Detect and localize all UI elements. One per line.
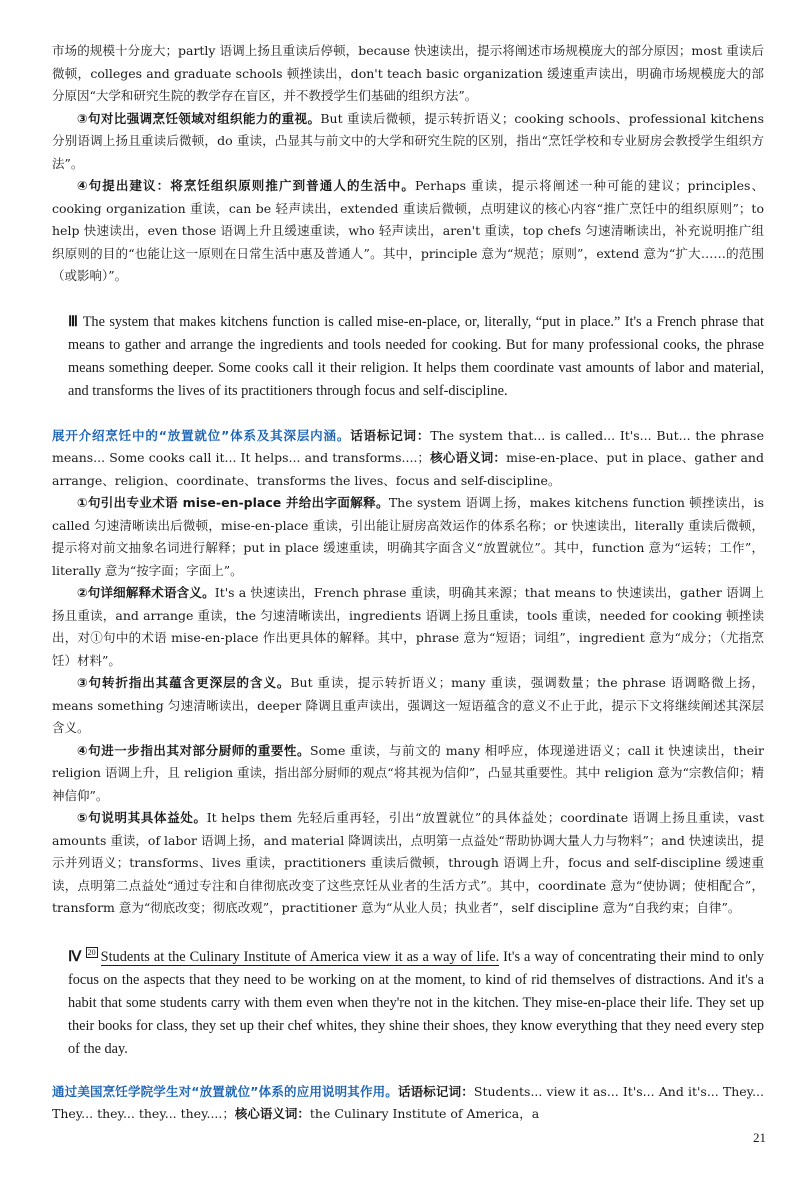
a3-body: But 重读，提示转折语义；many 重读，强调数量；the phrase 语调略微上扬，means something 匀速清晰读出，deeper 降调且重声读出，强调这一短语蕴含的意义不止于此，提示下文将继续阐述其深层含义。 bbox=[52, 675, 764, 735]
point4-heading: ④句提出建议：将烹饪组织原则推广到普通人的生活中。 bbox=[77, 178, 415, 193]
passage-4-underlined-sentence: Students at the Culinary Institute of America view it as a way of life. bbox=[100, 948, 500, 965]
analysis-4-core-label: 核心语义词： bbox=[234, 1106, 310, 1121]
analysis-3-markers-label: 话语标记词： bbox=[350, 427, 431, 443]
a2-heading: ②句详细解释术语含义。 bbox=[77, 585, 215, 600]
top-paragraph: 市场的规模十分庞大；partly 语调上扬且重读后停顿，because 快速读出，提示将阐述市场规模庞大的部分原因；most 重读后微顿，colleges and graduate schools 顿挫读出，don't teach basic organization 缓速重声读出，明确市场规模庞大的部分原因“大学和研究生院的教学存在盲区，并不教授学生们基础的组织方法”。 bbox=[52, 43, 764, 103]
analysis-3-core-label: 核心语义词： bbox=[429, 450, 507, 465]
a4-heading: ④句进一步指出其对部分厨师的重要性。 bbox=[77, 742, 311, 758]
analysis-3-point-3 bbox=[52, 672, 764, 740]
analysis-3-core: mise-en-place、put in place、gather and arrange、religion、coordinate、transforms the lives、focus and self-discipline。 bbox=[52, 450, 764, 488]
a4-body: Some 重读，与前文的 many 相呼应，体现递进语义；call it 快速读出，their religion 语调上升，且 religion 重读，指出部分厨师的观点“将其视为信仰”，凸显其重要性。其中 religion 意为“宗教信仰；精神信仰”。 bbox=[52, 742, 764, 803]
analysis-4-lead: 通过美国烹饪学院学生对“放置就位”体系的应用说明其作用。 bbox=[52, 1083, 398, 1099]
passage-4-numeral: Ⅳ bbox=[68, 948, 82, 965]
analysis-3-point-4 bbox=[52, 740, 764, 808]
a2-body: It's a 快速读出，French phrase 重读，明确其来源；that means to 快速读出，gather 语调上扬且重读，and arrange 重读，the 匀速清晰读出，ingredients 语调上扬且重读，tools 重读，needed for cooking 顿挫读出，对①句中的术语 mise-en-place 作出更具体的解释。其中，phrase 意为“短语；词组”，ingredient 意为“成分；（尤指烹饪）材料”。 bbox=[52, 585, 764, 668]
point4-paragraph bbox=[52, 175, 764, 288]
point4-body: Perhaps 重读，提示将阐述一种可能的建议；principles、cooking organization 重读，can be 轻声读出，extended 重读后微顿，点明建议的核心内容“推广烹饪中的组织原则”；to help 快速读出，even those 语调上升且缓速重读，who 轻声读出，aren't 重读，top chefs 匀速清晰读出，补充说明推广组织原则的目的“也能让这一原则在日常生活中惠及普通人”。其中，principle 意为“规范；原则”，extend 意为“扩大……的范围（或影响）”。 bbox=[52, 178, 764, 283]
analysis-4-markers: Students... view it as... It's... And it's... They... They... they... they... they....； bbox=[52, 1083, 764, 1121]
a1-body: The system 语调上扬，makes kitchens function 顿挫读出，is called 匀速清晰读出后微顿，mise-en-place 重读，引出能让厨房高效运作的体系名称；or 快速读出，literally 重读后微顿，提示将对前文抽象名词进行解释；put in place 缓速重读，明确其字面含义“放置就位”。其中，function 意为“运转；工作”，literally 意为“按字面；字面上”。 bbox=[52, 495, 764, 578]
analysis-3-lead: 展开介绍烹饪中的“放置就位”体系及其深层内涵。 bbox=[52, 427, 351, 443]
passage-4 bbox=[68, 946, 764, 1061]
analysis-3-point-1 bbox=[52, 492, 764, 582]
analysis-3-point-5 bbox=[52, 807, 764, 920]
passage-3-numeral: Ⅲ bbox=[68, 313, 79, 330]
page-number: 21 bbox=[753, 1130, 766, 1145]
note-number-badge: 20 bbox=[87, 947, 96, 957]
page-body bbox=[52, 40, 764, 1126]
analysis-4-markers-label: 话语标记词： bbox=[397, 1083, 474, 1099]
a5-heading: ⑤句说明其具体益处。 bbox=[77, 810, 207, 825]
passage-3 bbox=[68, 311, 764, 403]
analysis-3-point-2 bbox=[52, 582, 764, 672]
a3-heading: ③句转折指出其蕴含更深层的含义。 bbox=[77, 675, 291, 690]
point3-paragraph bbox=[52, 108, 764, 176]
analysis-3-markers: The system that... is called... It's... But... the phrase means... Some cooks call it... It helps... and transforms....； bbox=[52, 427, 764, 465]
a1-heading: ①句引出专业术语 mise-en-place 并给出字面解释。 bbox=[77, 495, 389, 510]
passage-3-text: The system that makes kitchens function is called mise-en-place, or, literally, “put in place.” It's a French phrase that means to gather and arrange the ingredients and tools needed for cooking. But for many professional cooks, the phrase means something deeper. Some cooks call it their religion. It helps them coordinate vast amounts of labor and material, and transforms the lives of its practitioners through focus and self-discipline. bbox=[68, 313, 764, 399]
passage-4-text: It's a way of concentrating their mind to only focus on the aspects that they need to be working on at the moment, to kind of rid themselves of distractions. And it's a habit that some students carry with them even when they're not in the kitchen. They mise-en-place their life. They set up their books for class, they set up their chef whites, they shine their shoes, they know everything that they need every step of the day. bbox=[68, 948, 764, 1057]
a5-body: It helps them 先轻后重再轻，引出“放置就位”的具体益处；coordinate 语调上扬且重读，vast amounts 重读，of labor 语调上扬，and material 降调读出，点明第一点益处“帮助协调大量人力与物料”；and 快速读出，提示并列语义；transforms、lives 重读，practitioners 重读后微顿，through 语调上升，focus and self-discipline 缓速重读，点明第二点益处“通过专注和自律彻底改变了这些烹饪从业者的生活方式”。其中，coordinate 意为“使协调；使相配合”，transform 意为“彻底改变；彻底改观”，practitioner 意为“从业人员；执业者”，self discipline 意为“自我约束；自律”。 bbox=[52, 810, 764, 915]
point3-heading: ③句对比强调烹饪领域对组织能力的重视。 bbox=[77, 110, 321, 126]
analysis-4-summary bbox=[52, 1081, 764, 1126]
analysis-3-summary bbox=[52, 425, 764, 493]
analysis-4-core: the Culinary Institute of America，a bbox=[309, 1106, 540, 1121]
point3-body: But 重读后微顿，提示转折语义；cooking schools、professional kitchens 分别语调上扬且重读后微顿，do 重读，凸显其与前文中的大学和研究生院的区别，指出“烹饪学校和专业厨房会教授学生组织方法”。 bbox=[52, 110, 764, 171]
